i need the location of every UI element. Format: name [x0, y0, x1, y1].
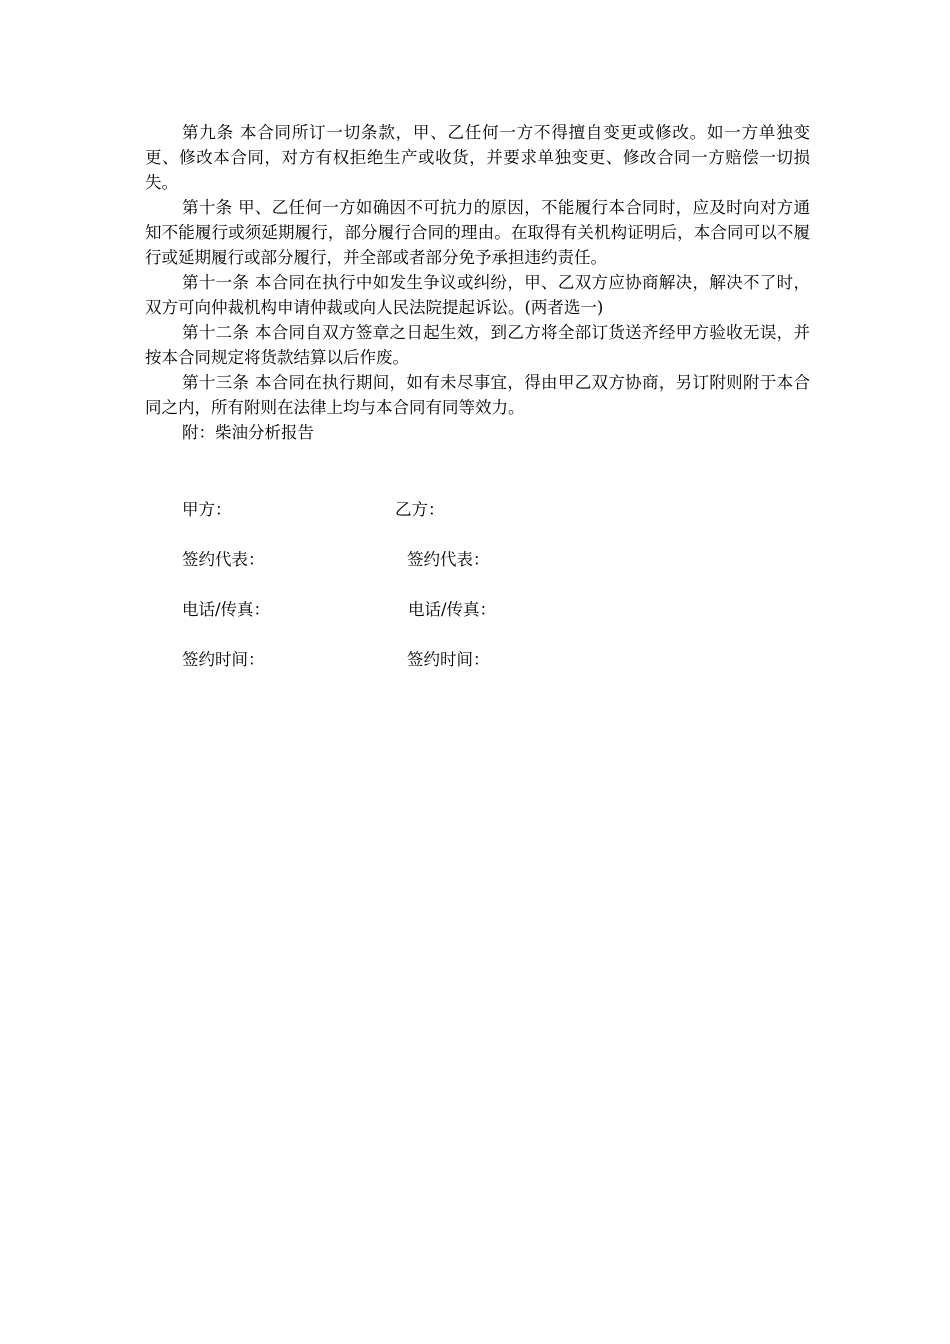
date-b-label: 签约时间： — [407, 650, 490, 669]
contract-body — [145, 120, 810, 445]
party-b-label: 乙方： — [395, 500, 445, 519]
party-a-label: 甲方： — [182, 500, 232, 519]
clause-10: 第十条 甲、乙任何一方如确因不可抗力的原因，不能履行本合同时，应及时向对方通知不能履行或须延期履行，部分履行合同的理由。在取得有关机构证明后，本合同可以不履行或延期履行或部分履行，并全部或者部分免予承担违约责任。 — [145, 198, 810, 267]
rep-a-label: 签约代表： — [182, 550, 265, 569]
rep-b-label: 签约代表： — [407, 550, 490, 569]
phone-a-label: 电话/传真： — [182, 600, 271, 619]
clause-12: 第十二条 本合同自双方签章之日起生效，到乙方将全部订货送齐经甲方验收无误，并按本合同规定将货款结算以后作废。 — [145, 323, 810, 367]
clause-9: 第九条 本合同所订一切条款，甲、乙任何一方不得擅自变更或修改。如一方单独变更、修改本合同，对方有权拒绝生产或收货，并要求单独变更、修改合同一方赔偿一切损失。 — [145, 123, 810, 192]
appendix-note: 附：柴油分析报告 — [182, 423, 314, 442]
phone-b-label: 电话/传真： — [408, 600, 497, 619]
date-a-label: 签约时间： — [182, 650, 265, 669]
clause-13: 第十三条 本合同在执行期间，如有未尽事宜，得由甲乙双方协商，另订附则附于本合同之内，所有附则在法律上均与本合同有同等效力。 — [145, 373, 810, 417]
clause-11: 第十一条 本合同在执行中如发生争议或纠纷，甲、乙双方应协商解决，解决不了时，双方可向仲裁机构申请仲裁或向人民法院提起诉讼。(两者选一) — [145, 273, 810, 317]
